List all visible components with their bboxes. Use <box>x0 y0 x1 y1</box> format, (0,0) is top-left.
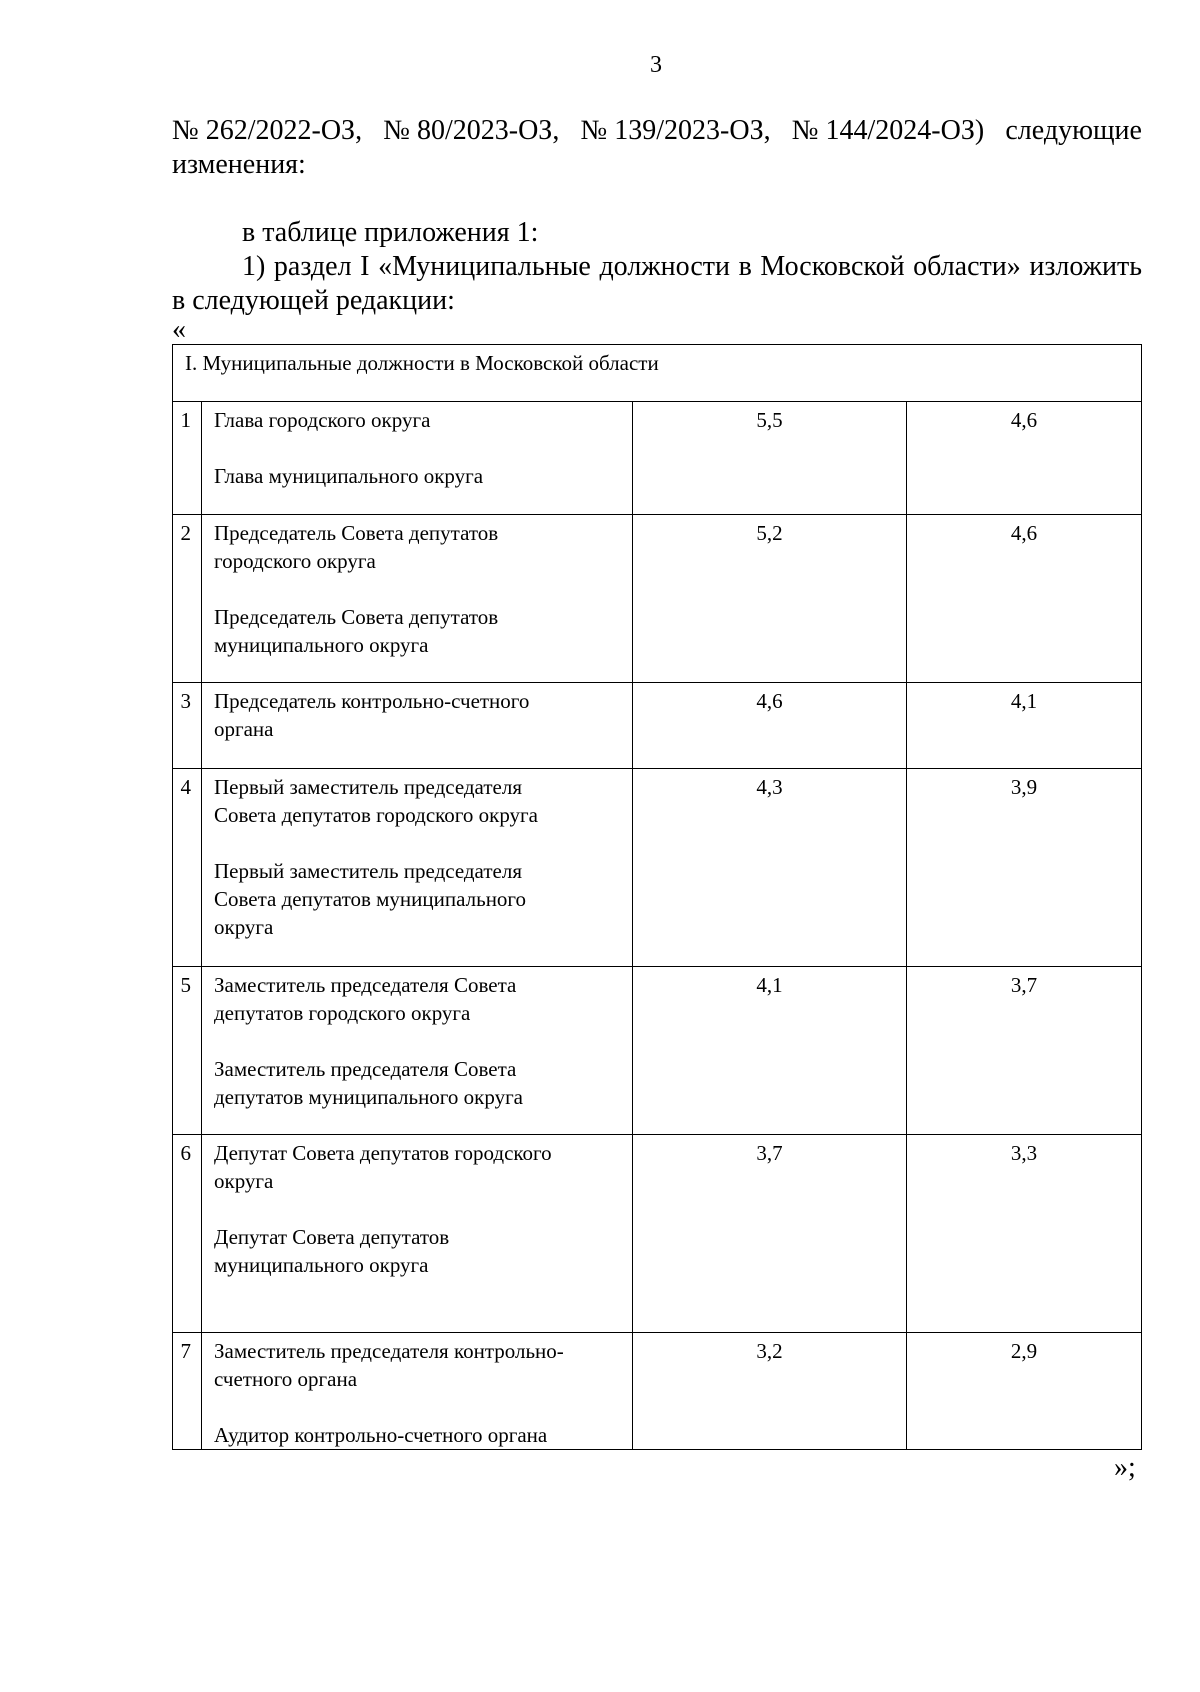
position-name-line: Аудитор контрольно-счетного органа <box>214 1423 548 1447</box>
position-name-cell <box>202 769 633 967</box>
appendix-paragraph: в таблице приложения 1: <box>242 217 539 248</box>
coefficient-2: 3,3 <box>907 1135 1142 1333</box>
group-gap <box>214 1393 620 1421</box>
section-line-2: в следующей редакции: <box>172 285 455 316</box>
row-number: 2 <box>173 515 202 683</box>
position-name-line: Глава муниципального округа <box>214 464 484 488</box>
coefficient-2: 4,6 <box>907 402 1142 515</box>
position-name-line: Председатель Совета депутатов <box>214 521 499 545</box>
law-ref-3: № 139/2023-ОЗ, <box>580 115 771 146</box>
coefficient-1: 5,2 <box>633 515 907 683</box>
table-header-row <box>173 345 1142 402</box>
position-name-line: депутатов муниципального округа <box>214 1085 524 1109</box>
coefficient-1: 3,2 <box>633 1333 907 1450</box>
position-name-line: Депутат Совета депутатов <box>214 1225 450 1249</box>
word: «Муниципальные <box>378 251 591 282</box>
row-number: 3 <box>173 683 202 769</box>
position-name-line: Совета депутатов муниципального <box>214 887 527 911</box>
row-number: 4 <box>173 769 202 967</box>
position-name-line: округа <box>214 1169 274 1193</box>
position-name-cell <box>202 515 633 683</box>
word: области» <box>913 251 1021 282</box>
coefficient-2: 3,7 <box>907 967 1142 1135</box>
row-number: 6 <box>173 1135 202 1333</box>
position-name-cell <box>202 402 633 515</box>
group-gap <box>214 434 620 462</box>
position-name-line: Заместитель председателя Совета <box>214 1057 517 1081</box>
position-name-cell <box>202 967 633 1135</box>
section-line-1 <box>172 250 1142 284</box>
position-name-line: округа <box>214 915 274 939</box>
position-name-line: Первый заместитель председателя <box>214 859 522 883</box>
word: в <box>738 251 752 282</box>
position-name-line: Совета депутатов городского округа <box>214 803 538 827</box>
coefficient-2: 4,6 <box>907 515 1142 683</box>
intro-line-2: изменения: <box>172 149 306 180</box>
table-row <box>173 1333 1142 1450</box>
coefficient-2: 2,9 <box>907 1333 1142 1450</box>
word: должности <box>599 251 730 282</box>
coefficient-1: 4,1 <box>633 967 907 1135</box>
group-gap <box>214 829 620 857</box>
section-paragraph <box>172 250 1142 318</box>
coefficient-2: 3,9 <box>907 769 1142 967</box>
law-references-line <box>172 114 1142 148</box>
word: I <box>360 251 370 282</box>
group-gap <box>214 1027 620 1055</box>
intro-paragraph <box>172 114 1142 182</box>
table-row <box>173 1135 1142 1333</box>
table-row <box>173 967 1142 1135</box>
word: 1) <box>242 251 266 282</box>
position-name-cell <box>202 1333 633 1450</box>
coefficient-1: 3,7 <box>633 1135 907 1333</box>
close-quote: »; <box>1114 1452 1136 1483</box>
table-row <box>173 683 1142 769</box>
row-number: 1 <box>173 402 202 515</box>
position-name-line: Председатель контрольно-счетного <box>214 689 530 713</box>
coefficient-2: 4,1 <box>907 683 1142 769</box>
position-name-line: Председатель Совета депутатов <box>214 605 499 629</box>
table-row <box>173 769 1142 967</box>
group-gap <box>214 575 620 603</box>
law-ref-2: № 80/2023-ОЗ, <box>383 115 560 146</box>
position-name-line: Депутат Совета депутатов городского <box>214 1141 552 1165</box>
law-ref-tail: следующие <box>1005 115 1142 146</box>
position-name-line: Заместитель председателя контрольно- <box>214 1339 564 1363</box>
word: Московской <box>760 251 905 282</box>
open-quote: « <box>172 314 186 345</box>
row-number: 7 <box>173 1333 202 1450</box>
page-number: 3 <box>650 52 662 78</box>
coefficient-1: 4,6 <box>633 683 907 769</box>
position-name-line: Заместитель председателя Совета <box>214 973 517 997</box>
word: изложить <box>1029 251 1142 282</box>
positions-table <box>172 344 1142 1450</box>
position-name-line: Первый заместитель председателя <box>214 775 522 799</box>
table-row <box>173 515 1142 683</box>
position-name-cell <box>202 683 633 769</box>
position-name-cell <box>202 1135 633 1333</box>
position-name-line: Глава городского округа <box>214 408 431 432</box>
law-ref-4: № 144/2024-ОЗ) <box>791 115 985 146</box>
group-gap <box>214 1195 620 1223</box>
position-name-line: муниципального округа <box>214 1253 429 1277</box>
coefficient-1: 4,3 <box>633 769 907 967</box>
table-row <box>173 402 1142 515</box>
coefficient-1: 5,5 <box>633 402 907 515</box>
position-name-line: органа <box>214 717 274 741</box>
law-ref-1: № 262/2022-ОЗ, <box>172 115 363 146</box>
row-number: 5 <box>173 967 202 1135</box>
word: раздел <box>273 251 352 282</box>
position-name-line: муниципального округа <box>214 633 429 657</box>
table-section-title: I. Муниципальные должности в Московской области <box>173 345 1142 402</box>
position-name-line: городского округа <box>214 549 376 573</box>
position-name-line: счетного органа <box>214 1367 358 1391</box>
position-name-line: депутатов городского округа <box>214 1001 471 1025</box>
